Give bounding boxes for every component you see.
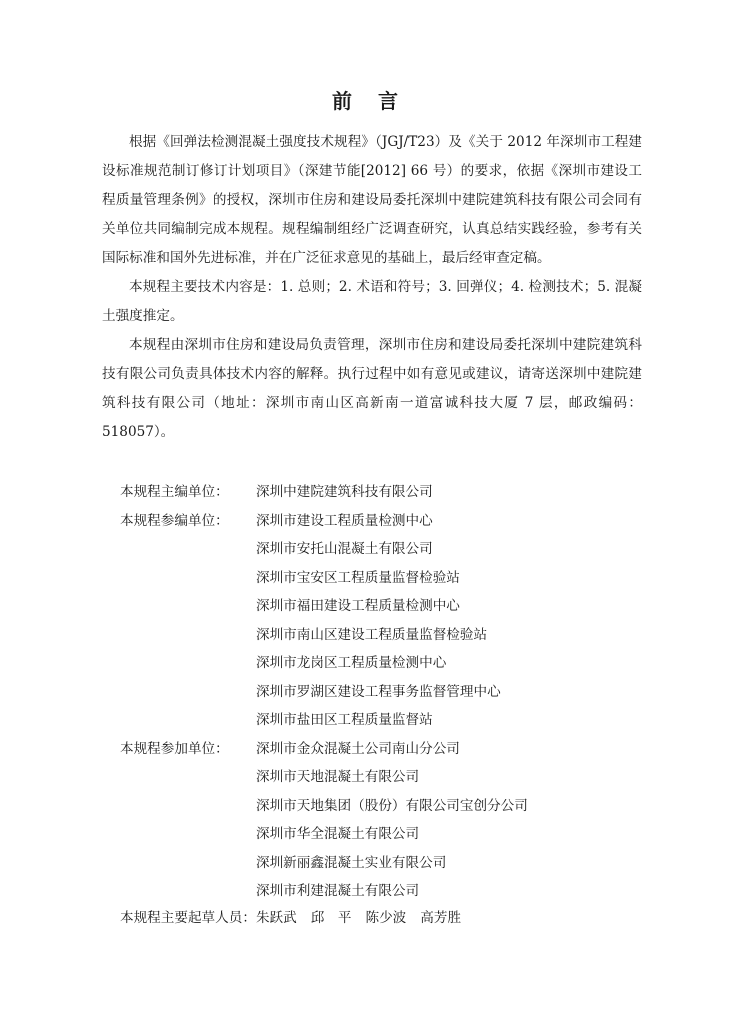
participating-unit-row [120,763,640,792]
drafter-name: 高芳胜 [420,910,462,926]
participating-editor-unit: 深圳市福田建设工程质量检测中心 [256,598,460,614]
title-char: 前 [332,89,352,113]
participating-unit-row [120,820,640,849]
participating-unit: 深圳市天地集团（股份）有限公司宝创分公司 [256,797,528,814]
drafters-label: 本规程主要起草人员： [120,910,256,926]
participating-editor-row [120,706,640,735]
participating-unit-row [120,877,640,906]
drafter-name: 邱 平 [310,910,352,926]
participating-editor-row [120,592,640,621]
drafters-names [256,910,475,926]
participating-editor-row [120,507,640,536]
participating-editors-label: 本规程参编单位： [120,512,229,529]
drafter-name: 朱跃武 [255,910,297,926]
participating-editor-row [120,564,640,593]
participating-editor-unit: 深圳市罗湖区建设工程事务监督管理中心 [256,683,501,700]
participating-editor-unit: 深圳市龙岗区工程质量检测中心 [256,655,447,671]
participating-unit-row [120,735,640,764]
participating-editor-row [120,649,640,678]
drafter-name: 陈少波 [365,910,407,926]
paragraph-basis: 根据《回弹法检测混凝土强度技术规程》（JGJ/T23）及《关于 2012 年深圳市工程建设标准规范制订修订计划项目》（深建节能[2012] 66 号）的要求，依据《深圳市建设工程质量管理条例》的授权，深圳市住房和建设局委托深圳中建院建筑科技有限公司会同有关单位共同编制完成本规程。规程编制组经广泛调查研究，认真总结实践经验，参考有关国际标准和国外先进标准，并在广泛征求意见的基础上，最后经审查定稿。 [102,134,642,266]
participating-editor-unit: 深圳市南山区建设工程质量监督检验站 [256,626,488,643]
participating-unit: 深圳市金众混凝土公司南山分公司 [256,740,460,757]
participating-editor-row [120,678,640,707]
participating-unit: 深圳新丽鑫混凝土实业有限公司 [256,854,447,871]
chief-editor-row [120,478,640,507]
participating-editor-unit: 深圳市安托山混凝土有限公司 [256,541,433,557]
paragraph-contents: 本规程主要技术内容是：1. 总则；2. 术语和符号；3. 回弹仪；4. 检测技术；5. 混凝土强度推定。 [102,279,642,324]
title-char: 言 [378,89,398,113]
foreword-body [102,128,642,447]
participating-unit-row [120,849,640,878]
page-title [0,85,730,114]
drafters-line [120,904,475,932]
credits-list [120,478,640,906]
participating-editor-row [120,621,640,650]
participating-units-label: 本规程参加单位： [120,740,229,757]
participating-editor-row [120,535,640,564]
paragraph-management: 本规程由深圳市住房和建设局负责管理，深圳市住房和建设局委托深圳中建院建筑科技有限公司负责具体技术内容的解释。执行过程中如有意见或建议，请寄送深圳中建院建筑科技有限公司（地址：深圳市南山区高新南一道富诚科技大厦 7 层，邮政编码：518057）。 [102,337,642,440]
participating-editor-unit: 深圳市盐田区工程质量监督站 [256,712,433,728]
participating-unit-row [120,792,640,821]
chief-editor-unit: 深圳中建院建筑科技有限公司 [256,484,433,500]
participating-unit: 深圳市利建混凝土有限公司 [256,883,420,899]
participating-unit: 深圳市华全混凝土有限公司 [256,826,420,842]
participating-unit: 深圳市天地混凝土有限公司 [256,769,420,785]
chief-editor-label: 本规程主编单位： [120,484,229,500]
participating-editor-unit: 深圳市建设工程质量检测中心 [256,512,433,529]
participating-editor-unit: 深圳市宝安区工程质量监督检验站 [256,569,460,586]
